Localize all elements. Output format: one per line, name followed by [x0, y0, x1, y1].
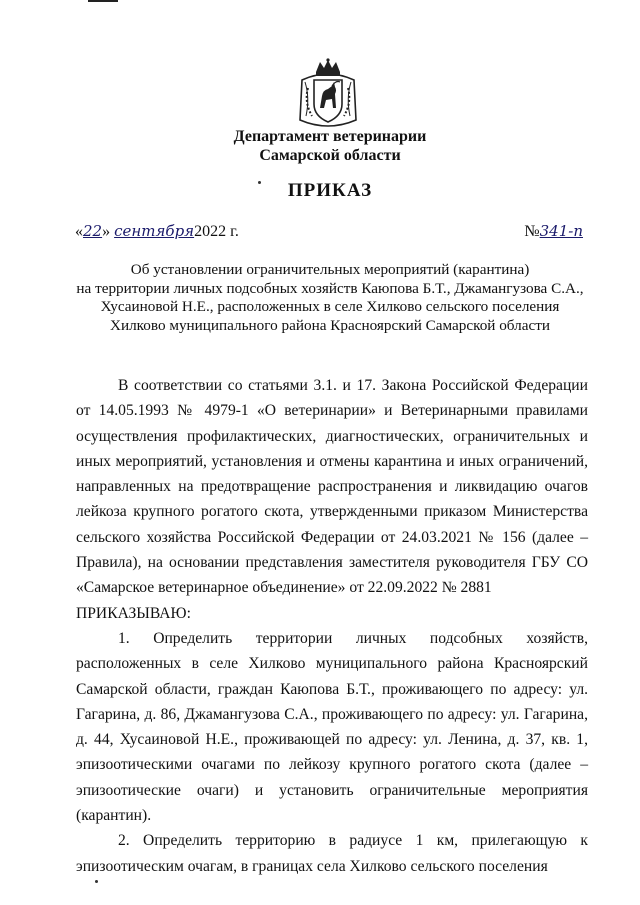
scan-speck	[95, 880, 98, 883]
scan-mark	[88, 0, 118, 2]
date-month: сентября	[114, 222, 195, 240]
scan-speck	[258, 181, 261, 184]
date-day: 22	[83, 222, 103, 240]
date-close-quote: »	[102, 223, 111, 240]
order-item-1: 1. Определить территории личных подсобных хозяйств, расположенных в селе Хилково муниципального района Красноярский Самарской области, граждан Каюпова Б.Т., проживающего по адресу: ул. Гагарина, д. 86, Джамангузова С.А., проживающего по адресу: ул. Гагарина, д. 44, Хусаиновой Н.Е., проживающей по адресу: ул. Ленина, д. 37, кв. 1, эпизоотическими очагами по лейкозу крупного рогатого скота (далее – эпизоотические очаги) и установить ограничительные мероприятия (карантин).	[76, 629, 588, 825]
preamble-paragraph: В соответствии со статьями 3.1. и 17. Закона Российской Федерации от 14.05.1993 № 4979-1 «О ветеринарии» и Ветеринарными правилами осуществления профилактических, диагностических, ограничительных и иных мероприятий, установления и отмены карантина и иных ограничений, направленных на предотвращение распространения и ликвидацию очагов лейкоза крупного рогатого скота, утвержденными приказом Министерства сельского хозяйства Российской Федерации от 24.03.2021 № 156 (далее – Правила), на основании представления заместителя руководителя ГБУ СО «Самарское ветеринарное объединение» от 22.09.2022 № 2881	[76, 377, 588, 597]
subject-line: Об установлении ограничительных мероприятий (карантина)	[130, 261, 530, 278]
samara-coat-of-arms-emblem	[296, 58, 360, 132]
date-open-quote: «	[75, 223, 83, 240]
order-date	[75, 222, 239, 241]
department-name: Департамент ветеринарии	[233, 128, 427, 145]
department-region: Самарской области	[259, 147, 401, 164]
order-directive: ПРИКАЗЫВАЮ:	[76, 604, 191, 622]
order-subject	[60, 261, 600, 335]
document-title: ПРИКАЗ	[287, 180, 373, 201]
date-year: 2022 г.	[194, 223, 239, 240]
order-body	[76, 373, 588, 879]
order-item-2: 2. Определить территорию в радиусе 1 км, прилегающую к эпизоотическим очагам, в границах села Хилково сельского поселения	[76, 832, 588, 875]
subject-line: Хилково муниципального района Красноярский Самарской области	[110, 316, 550, 334]
subject-line: на территории личных подсобных хозяйств Каюпова Б.Т., Джамангузова С.А.,	[76, 279, 584, 297]
order-number	[524, 222, 583, 241]
subject-line: Хусаиновой Н.Е., расположенных в селе Хилково сельского поселения	[100, 298, 560, 315]
number-value: 341-п	[539, 222, 583, 240]
number-prefix: №	[524, 223, 540, 240]
